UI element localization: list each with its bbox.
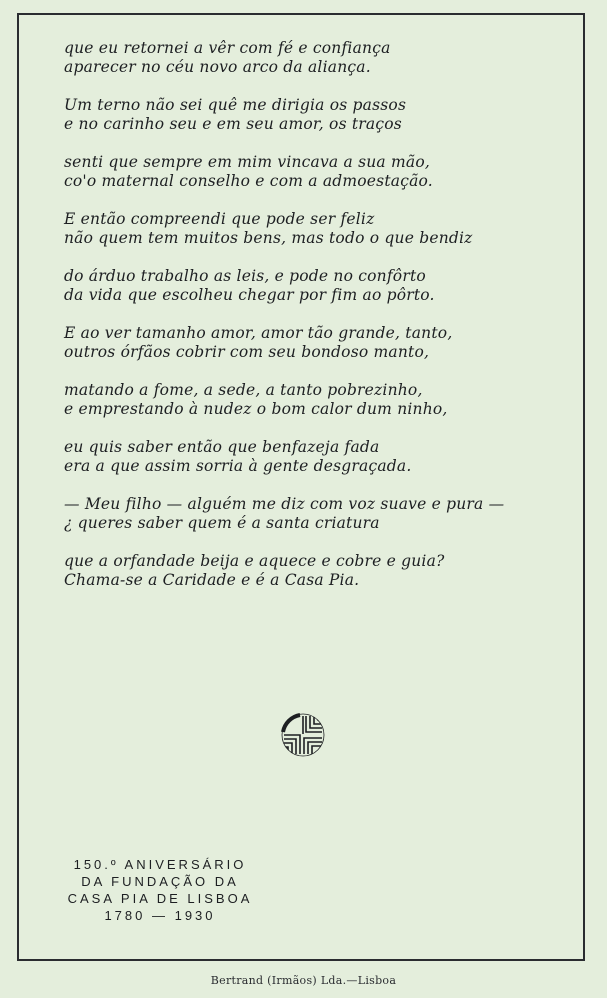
printer-imprint: Bertrand (Irmãos) Lda.—Lisboa — [210, 974, 397, 987]
poem-line: e emprestando à nudez o bom calor dum ninho, — [64, 400, 448, 418]
anniversary-line: DA FUNDAÇÃO DA — [81, 874, 239, 889]
poem-line: outros órfãos cobrir com seu bondoso manto, — [64, 343, 430, 361]
stanza — [64, 324, 564, 362]
poem-line: eu quis saber então que benfazeja fada — [64, 438, 380, 456]
poem-line: que a orfandade beija e aquece e cobre e guia? — [64, 552, 445, 570]
stanza — [64, 153, 564, 191]
poem-line: co'o maternal conselho e com a admoestação. — [64, 172, 433, 190]
poem-line: e no carinho seu e em seu amor, os traços — [64, 115, 402, 133]
poem-line: Um terno não sei quê me dirigia os passos — [64, 96, 407, 114]
poem-line: aparecer no céu novo arco da aliança. — [64, 58, 371, 76]
anniversary-line: 150.º ANIVERSÁRIO — [73, 857, 247, 872]
poem-line: senti que sempre em mim vincava a sua mão, — [64, 153, 430, 171]
poem-line: que eu retornei a vêr com fé e confiança — [64, 39, 391, 57]
poem-line: do árduo trabalho as leis, e pode no confôrto — [64, 267, 426, 285]
stanza — [64, 210, 564, 248]
stanza — [64, 552, 564, 590]
anniversary-years: 1780 — 1930 — [104, 908, 216, 923]
casa-pia-emblem-icon — [280, 712, 326, 758]
stanza — [64, 267, 564, 305]
stanza — [64, 381, 564, 419]
stanza — [64, 39, 564, 77]
anniversary-block — [40, 856, 280, 924]
poem-line: da vida que escolheu chegar por fim ao pôrto. — [64, 286, 435, 304]
poem-line: — Meu filho — alguém me diz com voz suave e pura — — [64, 495, 505, 513]
poem-body — [64, 39, 564, 609]
poem-line: Chama-se a Caridade e é a Casa Pia. — [64, 571, 360, 589]
poem-line: ¿ queres saber quem é a santa criatura — [64, 514, 380, 532]
poem-line: era a que assim sorria à gente desgraçada. — [64, 457, 412, 475]
poem-line: não quem tem muitos bens, mas todo o que bendiz — [64, 229, 473, 247]
anniversary-line: CASA PIA DE LISBOA — [67, 891, 253, 906]
poem-line: E então compreendi que pode ser feliz — [64, 210, 375, 228]
stanza — [64, 96, 564, 134]
stanza — [64, 495, 564, 533]
stanza — [64, 438, 564, 476]
poem-line: matando a fome, a sede, a tanto pobrezinho, — [64, 381, 423, 399]
poem-line: E ao ver tamanho amor, amor tão grande, tanto, — [64, 324, 453, 342]
